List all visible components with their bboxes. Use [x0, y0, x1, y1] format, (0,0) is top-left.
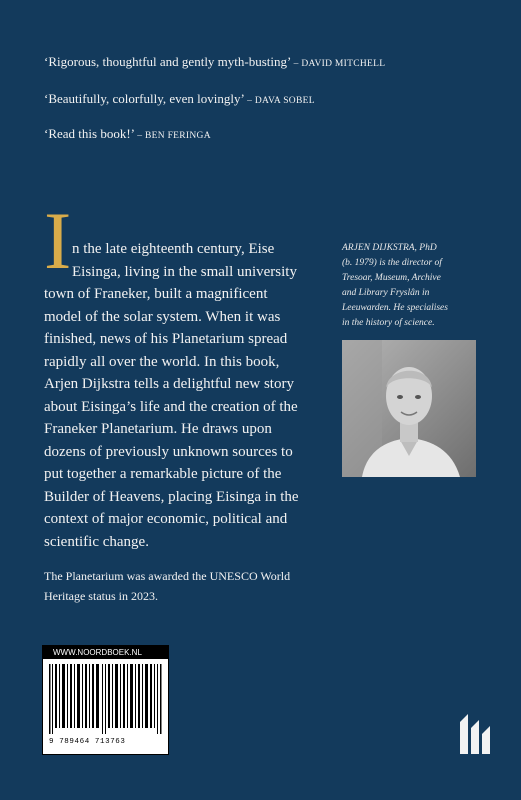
bio-line: and Library Fryslân in — [342, 288, 430, 298]
description-line: context of major economic, political and — [44, 511, 288, 527]
description-line: about Eisinga’s life and the creation of the — [44, 398, 298, 415]
isbn-number: 9 789464 713763 — [49, 738, 126, 746]
bio-line: in the history of science. — [342, 318, 435, 328]
description-line: Arjen Dijkstra tells a delightful new story — [44, 376, 294, 392]
description-line: Builder of Heavens, placing Eisinga in the — [44, 488, 299, 505]
quote-2 — [44, 91, 315, 107]
unesco-note — [44, 566, 344, 606]
publisher-logo-icon — [454, 712, 494, 754]
description-line: Eisinga, living in the small university — [72, 263, 297, 280]
description-line: scientific change. — [44, 533, 149, 550]
description-line: Franeker Planetarium. He draws upon — [44, 421, 272, 437]
description-line: finished, news of his Planetarium spread — [44, 331, 288, 347]
quote-1 — [44, 54, 385, 70]
quote-source: – BEN FERINGA — [137, 131, 211, 141]
barcode-bars — [49, 664, 162, 734]
description-line: n the late eighteenth century, Eise — [72, 241, 275, 257]
quote-text: ‘Beautifully, colorfully, even lovingly’ — [44, 91, 244, 106]
description — [44, 238, 344, 553]
quote-text: ‘Rigorous, thoughtful and gently myth-busting’ — [44, 54, 291, 69]
note-line: The Planetarium was awarded the UNESCO World — [44, 569, 291, 583]
author-portrait — [342, 340, 476, 477]
bio-line: ARJEN DIJKSTRA, PhD — [342, 243, 437, 253]
author-photo — [342, 340, 476, 477]
publisher-logo — [454, 712, 494, 754]
bio-line: Tresoar, Museum, Archive — [342, 273, 441, 283]
drop-cap: I — [44, 195, 72, 286]
description-line: rapidly all over the world. In this book, — [44, 353, 280, 370]
description-line: put together a remarkable picture of the — [44, 466, 282, 482]
quote-source: – DAVID MITCHELL — [293, 59, 386, 69]
publisher-url: WWW.NOORDBOEK.NL — [43, 646, 168, 659]
quote-3 — [44, 126, 211, 142]
bio-line: (b. 1979) is the director of — [342, 258, 442, 268]
quote-text: ‘Read this book!’ — [44, 126, 135, 141]
description-line: dozens of previously unknown sources to — [44, 443, 293, 460]
description-line: model of the solar system. When it was — [44, 308, 281, 325]
author-bio — [342, 241, 482, 331]
quote-source: – DAVA SOBEL — [247, 96, 315, 106]
bio-line: Leeuwarden. He specialises — [342, 303, 448, 313]
note-line: Heritage status in 2023. — [44, 589, 158, 603]
description-line: town of Franeker, built a magnificent — [44, 286, 268, 302]
barcode — [42, 645, 169, 755]
